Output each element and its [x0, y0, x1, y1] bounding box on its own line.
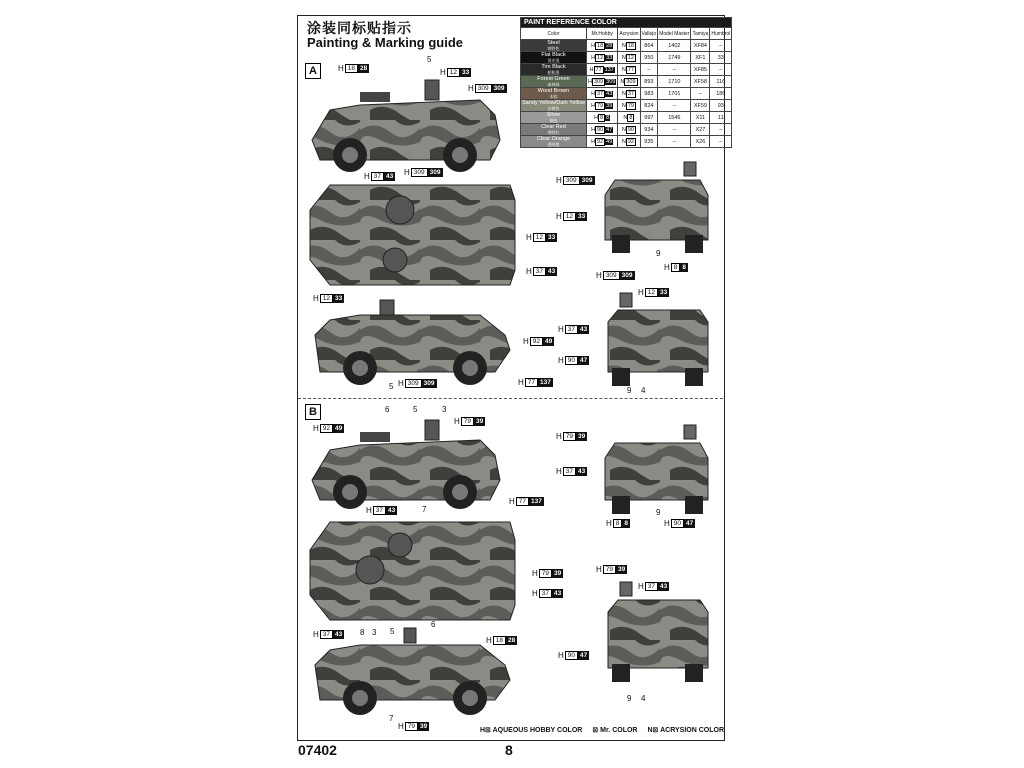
page-number: 8 [505, 742, 513, 758]
color-name: Forest Green [537, 75, 570, 82]
mr-hobby-code: H 92 49 [587, 136, 618, 148]
title-chinese: 涂装同标贴指示 [307, 20, 412, 36]
ref-number: 9 [627, 694, 632, 703]
vallejo-code: – [640, 64, 658, 76]
vallejo-code: 864 [640, 40, 658, 52]
color-name-cn: 木棕 [549, 93, 558, 99]
model-master-code: – [658, 124, 691, 136]
acrysion-code: N 8 [618, 112, 640, 124]
legend-mr: ⊠ Mr. COLOR [592, 727, 638, 734]
callout-b-side2-3: H 79 39 [398, 722, 428, 731]
ref-number: 3 [442, 405, 447, 414]
mr-hobby-code: H 8 8 [587, 112, 618, 124]
section-a-label: A [305, 63, 321, 79]
callout-a-side-top-2: H 12 33 [440, 68, 470, 77]
paint-table-col-header: Color [521, 28, 587, 40]
color-legend [480, 726, 724, 734]
callout-b-front-2: H 37 43 [556, 467, 586, 476]
ref-number: 5 [427, 55, 432, 64]
callout-a-rear-3: H 37 43 [558, 325, 588, 334]
ref-number: 7 [422, 505, 427, 514]
mr-hobby-code: H 12 33 [587, 52, 618, 64]
paint-table-col-header: Model Master [658, 28, 691, 40]
vallejo-code: 934 [640, 124, 658, 136]
ref-number: 9 [656, 508, 661, 517]
paint-table-col-header: Mr.Hobby [587, 28, 618, 40]
paint-table-col-header: Humbrol [710, 28, 732, 40]
callout-b-rear-2: H 37 43 [638, 582, 668, 591]
a-plan-view [310, 185, 515, 285]
callout-b-front-1: H 79 39 [556, 432, 586, 441]
vallejo-code: 950 [640, 52, 658, 64]
callout-b-rear-3: H 90 47 [558, 651, 588, 660]
b-side-view [312, 420, 500, 509]
ref-number: 3 [372, 628, 377, 637]
callout-b-front-3: H 8 8 [606, 519, 629, 528]
acrysion-code: N 18 [618, 40, 640, 52]
b-rear-view [608, 582, 708, 682]
acrysion-code: N 77 [618, 64, 640, 76]
model-master-code: – [658, 100, 691, 112]
callout-a-side2-1: H 12 33 [313, 294, 343, 303]
tamiya-code: X27 [691, 124, 710, 136]
model-master-code: 1749 [658, 52, 691, 64]
acrysion-code: N 90 [618, 124, 640, 136]
model-master-code: – [658, 136, 691, 148]
paint-table-col-header: Acrysion [618, 28, 640, 40]
callout-a-front-1: H 309 309 [556, 176, 593, 185]
ref-number: 6 [431, 620, 436, 629]
callout-a-front-3: H 8 8 [664, 263, 687, 272]
tamiya-code: XF59 [691, 100, 710, 112]
ref-number: 9 [627, 386, 632, 395]
section-b-label: B [305, 404, 321, 420]
color-name-cn: 轮胎黑 [547, 69, 560, 75]
color-name-cn: 消光黑 [547, 57, 560, 63]
a-side-view [312, 80, 500, 172]
paint-table-col-header: Vallejo [640, 28, 658, 40]
humbrol-code: 93 [710, 100, 732, 112]
tamiya-code: XF84 [691, 40, 710, 52]
humbrol-code: 116 [710, 76, 732, 88]
title-english: Painting & Marking guide [307, 35, 464, 50]
color-name-cn: 钢铁色 [547, 45, 560, 51]
color-name-cn: 沙黄色 [547, 105, 560, 111]
callout-a-plan-top: H 309 309 [404, 168, 441, 177]
color-name: Clear Orange [536, 135, 571, 142]
mr-hobby-code: H 77 137 [587, 64, 618, 76]
color-name-cn: 森林绿 [547, 81, 560, 87]
color-name: Clear Red [541, 123, 566, 130]
acrysion-code: N 37 [618, 88, 640, 100]
ref-number: 5 [389, 382, 394, 391]
mr-hobby-code: H 18 28 [587, 40, 618, 52]
mr-hobby-code: H 90 47 [587, 124, 618, 136]
callout-a-rear-1: H 309 309 [596, 271, 633, 280]
mr-hobby-code: H 79 39 [587, 100, 618, 112]
color-name: Flat Black [541, 51, 566, 58]
ref-number: 5 [413, 405, 418, 414]
legend-acrysion: N⊠ ACRYSION COLOR [647, 727, 724, 734]
b-plan-view [310, 522, 515, 620]
callout-b-side2-1: H 37 43 [313, 630, 343, 639]
callout-a-rear-4: H 90 47 [558, 356, 588, 365]
callout-a-side2-4: H 77 137 [518, 378, 551, 387]
humbrol-code: – [710, 40, 732, 52]
color-name-cn: 透明红 [547, 129, 560, 135]
callout-b-front-4: H 90 47 [664, 519, 694, 528]
callout-b-side-1: H 92 49 [313, 424, 343, 433]
ref-number: 4 [641, 694, 646, 703]
humbrol-code: 33 [710, 52, 732, 64]
color-name: Steel [547, 39, 560, 46]
model-master-code: 1710 [658, 76, 691, 88]
color-name-cn: 透明橙 [547, 141, 560, 147]
tamiya-code: XF58 [691, 76, 710, 88]
product-code: 07402 [298, 742, 337, 758]
humbrol-code: 11 [710, 112, 732, 124]
tamiya-code: – [691, 88, 710, 100]
acrysion-code: N 92 [618, 136, 640, 148]
vallejo-code: 935 [640, 136, 658, 148]
callout-a-rear-2: H 12 33 [638, 288, 668, 297]
callout-b-side-4: H 37 43 [366, 506, 396, 515]
callout-a-plan-r2: H 37 43 [526, 267, 556, 276]
callout-b-rear-1: H 79 39 [596, 565, 626, 574]
color-name: Sandy Yellow/Dark Yellow [522, 99, 585, 106]
humbrol-code: – [710, 136, 732, 148]
model-master-code: 1701 [658, 88, 691, 100]
callout-a-side-top-3: H 309 309 [468, 84, 505, 93]
a-front-view [605, 162, 708, 253]
b-front-view [605, 425, 708, 514]
callout-a-side-bottom: H 37 43 [364, 172, 394, 181]
callout-b-plan-1: H 79 39 [532, 569, 562, 578]
vallejo-code: 983 [640, 88, 658, 100]
mr-hobby-code: H 309 309 [587, 76, 618, 88]
humbrol-code: 186 [710, 88, 732, 100]
color-name-cn: 银色 [549, 117, 558, 123]
callout-a-side-top-1: H 18 28 [338, 64, 368, 73]
ref-number: 6 [385, 405, 390, 414]
color-name: Tire Black [541, 63, 566, 70]
a-side-view-2 [315, 300, 510, 385]
callout-a-side2-3: H 309 309 [398, 379, 435, 388]
mr-hobby-code: H 37 43 [587, 88, 618, 100]
tamiya-code: X26 [691, 136, 710, 148]
paint-table-title: PAINT REFERENCE COLOR [521, 18, 732, 28]
model-master-code: 1546 [658, 112, 691, 124]
tamiya-code: XF85 [691, 64, 710, 76]
tamiya-code: X11 [691, 112, 710, 124]
callout-a-plan-r1: H 12 33 [526, 233, 556, 242]
acrysion-code: N 12 [618, 52, 640, 64]
humbrol-code: – [710, 64, 732, 76]
model-master-code: 1402 [658, 40, 691, 52]
humbrol-code: – [710, 124, 732, 136]
callout-a-front-2: H 12 33 [556, 212, 586, 221]
ref-number: 9 [656, 249, 661, 258]
vallejo-code: 997 [640, 112, 658, 124]
acrysion-code: N 309 [618, 76, 640, 88]
callout-b-side-3: H 77 137 [509, 497, 542, 506]
color-name: Wood Brown [537, 87, 570, 94]
ref-number: 5 [390, 627, 395, 636]
ref-number: 7 [389, 714, 394, 723]
callout-b-side2-2: H 18 28 [486, 636, 516, 645]
callout-a-side2-2: H 92 49 [523, 337, 553, 346]
color-name: Silver [546, 111, 561, 118]
vallejo-code: 893 [640, 76, 658, 88]
legend-hobby: H⊠ AQUEOUS HOBBY COLOR [480, 727, 583, 734]
callout-b-side-2: H 79 39 [454, 417, 484, 426]
a-rear-view [608, 293, 708, 386]
acrysion-code: N 79 [618, 100, 640, 112]
ref-number: 8 [360, 628, 365, 637]
vallejo-code: 824 [640, 100, 658, 112]
ref-number: 4 [641, 386, 646, 395]
paint-table-col-header: Tamiya [691, 28, 710, 40]
callout-b-plan-2: H 37 43 [532, 589, 562, 598]
model-master-code: – [658, 64, 691, 76]
b-side-view-2 [315, 628, 510, 715]
tamiya-code: XF1 [691, 52, 710, 64]
